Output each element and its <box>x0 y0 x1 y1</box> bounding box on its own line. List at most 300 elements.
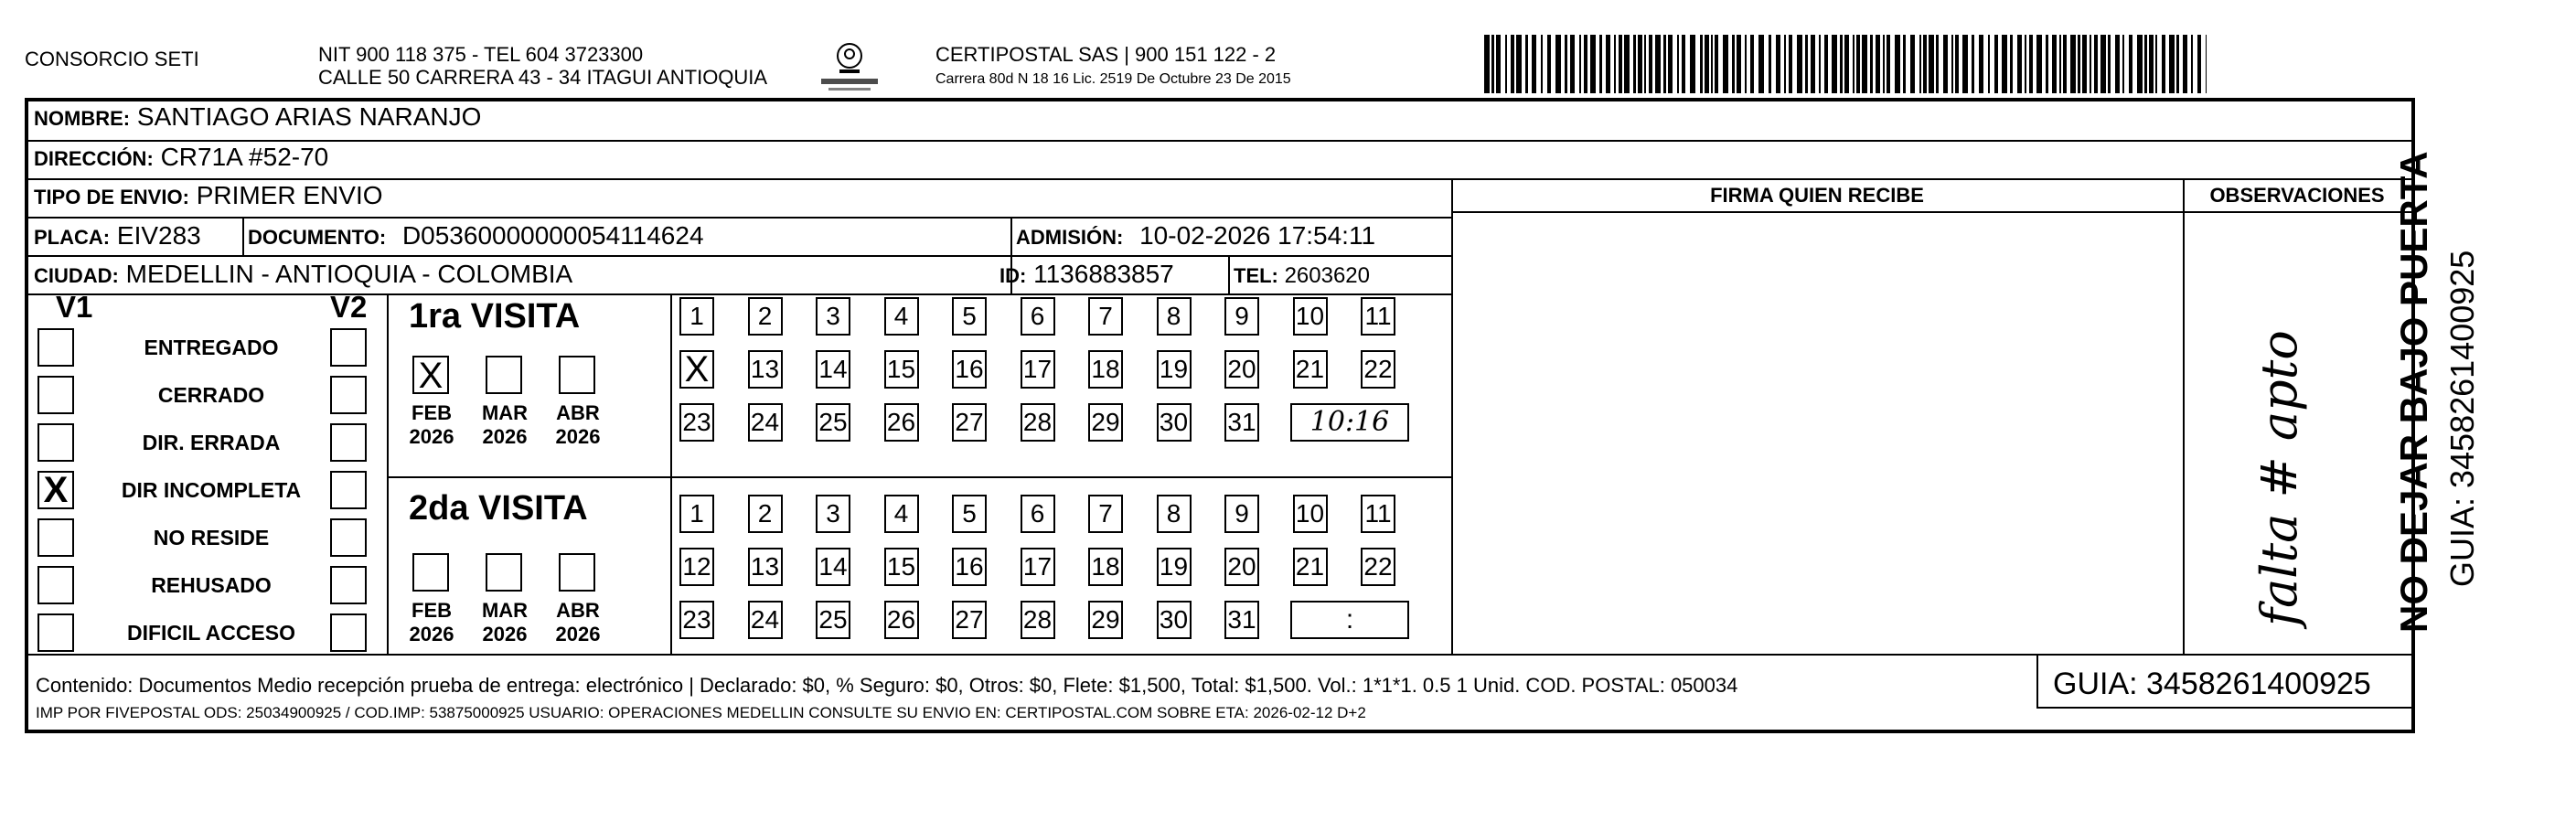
barcode-bar <box>1887 35 1890 93</box>
day-box[interactable] <box>816 403 850 442</box>
day-box[interactable] <box>816 601 850 639</box>
day-box[interactable] <box>1293 548 1328 586</box>
barcode-bar <box>2169 35 2175 93</box>
v2-checkbox[interactable] <box>330 518 367 557</box>
v1-checkbox[interactable] <box>37 328 74 367</box>
row-nombre <box>28 101 2411 142</box>
day-box[interactable] <box>884 601 919 639</box>
barcode-bar <box>1832 35 1837 93</box>
first-visit-title: 1ra VISITA <box>409 297 581 336</box>
barcode-bar <box>2070 35 2076 93</box>
day-box[interactable] <box>1293 350 1328 389</box>
admision-group <box>1016 220 1375 253</box>
barcode-bar <box>2082 35 2087 93</box>
company-name: CONSORCIO SETI <box>25 48 199 70</box>
day-box[interactable] <box>1021 548 1055 586</box>
day-number: 5 <box>962 302 977 330</box>
day-number: 4 <box>893 302 909 330</box>
placa-group <box>34 220 201 253</box>
barcode-bar <box>1570 35 1575 93</box>
status-label: DIR INCOMPLETA <box>121 478 302 502</box>
day-number: 11 <box>1364 499 1392 528</box>
direccion-label: DIRECCIÓN: <box>34 147 154 170</box>
barcode-bar <box>2036 35 2042 93</box>
barcode-bar <box>1819 35 1821 93</box>
barcode-bar <box>2149 35 2154 93</box>
day-number: 1 <box>689 499 704 528</box>
barcode-bar <box>1525 35 1528 93</box>
barcode-bar <box>1919 35 1921 93</box>
v1-checkbox[interactable] <box>37 423 74 462</box>
shipping-form <box>25 98 2415 733</box>
day-number: 31 <box>1227 408 1256 436</box>
month-name: FEB <box>412 599 452 622</box>
day-number: 29 <box>1091 408 1120 436</box>
barcode-bar <box>1776 35 1780 93</box>
barcode-bar <box>2144 35 2147 93</box>
observaciones-area[interactable] <box>2186 215 2410 652</box>
barcode-bar <box>1555 35 1561 93</box>
day-box[interactable] <box>748 495 783 533</box>
day-box[interactable] <box>1224 403 1259 442</box>
day-number: 24 <box>750 408 780 436</box>
barcode-bar <box>1758 35 1764 93</box>
v2-checkbox[interactable] <box>330 376 367 414</box>
barcode-bar <box>2108 35 2111 93</box>
day-number: 21 <box>1295 355 1325 383</box>
day-box[interactable] <box>1224 548 1259 586</box>
barcode-bar <box>2046 35 2048 93</box>
barcode-bar <box>1649 35 1652 93</box>
barcode-bar <box>2206 35 2207 93</box>
month-checkbox[interactable] <box>559 553 595 592</box>
v1-checkbox[interactable] <box>37 376 74 414</box>
barcode-bar <box>1614 35 1616 93</box>
day-box[interactable] <box>679 548 714 586</box>
barcode-bar <box>1988 35 1990 93</box>
day-number: 19 <box>1159 552 1189 581</box>
day-box[interactable] <box>1021 495 1055 533</box>
barcode-bar <box>1979 35 1983 93</box>
day-number: 8 <box>1166 302 1181 330</box>
barcode-bar <box>1547 35 1551 93</box>
barcode-bar <box>1994 35 1998 93</box>
barcode-bar <box>1903 35 1906 93</box>
day-box[interactable] <box>1361 350 1395 389</box>
day-number: 24 <box>750 605 780 634</box>
v2-checkbox[interactable] <box>330 328 367 367</box>
day-number: 12 <box>682 552 711 581</box>
barcode-bar <box>2162 35 2165 93</box>
firma-header: FIRMA QUIEN RECIBE <box>1710 184 1924 207</box>
barcode-bar <box>1491 35 1494 93</box>
day-box[interactable] <box>816 548 850 586</box>
day-number: 1 <box>689 302 704 330</box>
barcode-bar <box>1516 35 1522 93</box>
day-number: 2 <box>757 302 773 330</box>
barcode-bar <box>2137 35 2143 93</box>
tel-label: TEL: <box>1234 264 1278 287</box>
day-number: 6 <box>1030 499 1045 528</box>
barcode-bar <box>2017 35 2022 93</box>
barcode-bar <box>1638 35 1642 93</box>
barcode-bar <box>1732 35 1735 93</box>
barcode-bar <box>1619 35 1622 93</box>
v2-checkbox[interactable] <box>330 423 367 462</box>
barcode-bar <box>1599 35 1602 93</box>
barcode-bar <box>1824 35 1828 93</box>
barcode-bar <box>2176 35 2179 93</box>
barcode-bar <box>2129 35 2132 93</box>
day-box[interactable] <box>952 601 987 639</box>
barcode-bar <box>1883 35 1885 93</box>
day-number: 23 <box>682 605 711 634</box>
barcode-bar <box>1943 35 1948 93</box>
day-number: 8 <box>1166 499 1181 528</box>
day-box[interactable] <box>816 495 850 533</box>
barcode-bar <box>1962 35 1968 93</box>
day-box[interactable] <box>1293 495 1328 533</box>
check-mark: X <box>43 470 69 510</box>
day-box[interactable] <box>884 403 919 442</box>
observation-note: falta # apto <box>2250 330 2308 626</box>
day-number: 10 <box>1295 302 1325 330</box>
day-number: 11 <box>1364 302 1392 330</box>
barcode-bar <box>1870 35 1873 93</box>
admision-label: ADMISIÓN: <box>1016 226 1124 249</box>
day-number: 26 <box>886 605 916 634</box>
barcode-bar <box>1876 35 1880 93</box>
barcode-bar <box>1496 35 1501 93</box>
barcode-bar <box>1951 35 1953 93</box>
barcode-bar <box>1668 35 1673 93</box>
placa-label: PLACA: <box>34 226 111 249</box>
ciudad-value: MEDELLIN - ANTIOQUIA - COLOMBIA <box>125 260 573 288</box>
v2-header: V2 <box>330 290 368 324</box>
barcode-bar <box>1541 35 1543 93</box>
barcode-bar <box>1745 35 1747 93</box>
documento-value: D05360000000054114624 <box>401 221 704 250</box>
day-number: 9 <box>1235 499 1249 528</box>
status-label: NO RESIDE <box>153 526 270 549</box>
month-year: 2026 <box>409 623 454 645</box>
day-number: 15 <box>886 355 916 383</box>
v2-checkbox[interactable] <box>330 613 367 652</box>
day-box[interactable] <box>1157 495 1192 533</box>
day-box[interactable] <box>1088 350 1123 389</box>
day-number: 16 <box>955 355 984 383</box>
day-box[interactable] <box>1224 601 1259 639</box>
barcode-bar <box>1590 35 1596 93</box>
day-number: 7 <box>1098 302 1113 330</box>
month-checkbox[interactable] <box>412 553 449 592</box>
ciudad-group <box>34 259 572 292</box>
barcode-bar <box>1789 35 1792 93</box>
day-number: 20 <box>1227 355 1256 383</box>
day-box[interactable] <box>884 495 919 533</box>
day-number: 23 <box>682 408 711 436</box>
nombre-label: NOMBRE: <box>34 107 131 130</box>
admision-value: 10-02-2026 17:54:11 <box>1139 221 1376 250</box>
barcode-bar <box>1705 35 1709 93</box>
barcode-bar <box>2029 35 2033 93</box>
direccion-value: CR71A #52-70 <box>160 143 329 171</box>
barcode-bar <box>1644 35 1646 93</box>
day-number: 30 <box>1159 605 1189 634</box>
barcode-bar <box>1923 35 1927 93</box>
day-number: 28 <box>1022 605 1053 634</box>
month-checkbox[interactable] <box>486 553 522 592</box>
day-box[interactable] <box>952 403 987 442</box>
tel-group <box>1234 261 1370 292</box>
barcode-bar <box>1663 35 1666 93</box>
day-box[interactable] <box>679 601 714 639</box>
day-box[interactable] <box>679 350 714 389</box>
tel-value: 2603620 <box>1284 263 1370 288</box>
month-year: 2026 <box>555 623 601 645</box>
status-label: DIR. ERRADA <box>142 431 281 454</box>
check-mark: X <box>418 356 444 396</box>
time-value: : <box>1345 604 1354 635</box>
barcode-bar <box>1655 35 1661 93</box>
barcode-bar <box>1955 35 1959 93</box>
day-box[interactable] <box>884 297 919 336</box>
day-box[interactable] <box>1088 403 1123 442</box>
day-number: 4 <box>893 499 909 528</box>
status-label: REHUSADO <box>151 573 272 597</box>
day-box[interactable] <box>1224 495 1259 533</box>
row-direccion <box>28 142 2411 180</box>
ciudad-label: CIUDAD: <box>34 264 119 287</box>
day-number: 28 <box>1022 408 1053 436</box>
day-number: 3 <box>826 302 840 330</box>
day-box[interactable] <box>748 601 783 639</box>
day-box[interactable] <box>1157 601 1192 639</box>
second-visit-title: 2da VISITA <box>409 489 588 528</box>
id-group <box>999 259 1174 292</box>
barcode-bar <box>1910 35 1915 93</box>
certipostal-logo <box>816 40 883 95</box>
day-number: 25 <box>818 605 848 634</box>
barcode-bar <box>1769 35 1771 93</box>
barcode-bar <box>2115 35 2120 93</box>
barcode-bar <box>1682 35 1685 93</box>
footer-content-line: Contenido: Documentos Medio recepción prueba de entrega: electrónico | Declarado: $0, % Seguro: $0, Otros: $0, Flete: $1,500, Total: $1,500. Vol.: 1*1*1. 0.5 1 Unid. COD. POSTAL: 050034 <box>36 674 1738 697</box>
v1-checkbox[interactable] <box>37 518 74 557</box>
day-box[interactable] <box>884 548 919 586</box>
time-box[interactable] <box>1290 403 1409 442</box>
day-box[interactable] <box>1361 495 1395 533</box>
day-box[interactable] <box>1224 350 1259 389</box>
barcode-bar <box>2052 35 2057 93</box>
barcode-bar <box>1805 35 1808 93</box>
barcode-bar <box>1895 35 1900 93</box>
barcode <box>1484 35 2208 93</box>
month-name: MAR <box>481 599 529 622</box>
footer-guia: GUIA: 3458261400925 <box>2053 667 2371 701</box>
barcode-bar <box>1484 35 1490 93</box>
month-year: 2026 <box>482 623 528 645</box>
day-number: 18 <box>1091 552 1120 581</box>
day-box[interactable] <box>816 297 850 336</box>
day-box[interactable] <box>1157 548 1192 586</box>
day-box[interactable] <box>679 297 714 336</box>
month-checkbox[interactable] <box>559 356 595 394</box>
day-box[interactable] <box>1088 601 1123 639</box>
day-number: 5 <box>962 499 977 528</box>
barcode-bar <box>1853 35 1855 93</box>
barcode-bar <box>2078 35 2080 93</box>
day-number: 22 <box>1363 552 1393 581</box>
v2-checkbox[interactable] <box>330 566 367 604</box>
day-box[interactable] <box>952 548 987 586</box>
barcode-bar <box>2100 35 2106 93</box>
barcode-bar <box>2094 35 2098 93</box>
day-box[interactable] <box>952 350 987 389</box>
row-tipo <box>28 180 1451 219</box>
barcode-bar <box>2063 35 2067 93</box>
day-number: 17 <box>1022 355 1053 383</box>
barcode-bar <box>1750 35 1754 93</box>
day-box[interactable] <box>816 350 850 389</box>
day-number: 21 <box>1295 552 1325 581</box>
day-number: 30 <box>1159 408 1189 436</box>
barcode-bar <box>1565 35 1567 93</box>
v1-header: V1 <box>56 290 93 324</box>
carrier-line: CERTIPOSTAL SAS | 900 151 122 - 2 <box>935 43 1277 66</box>
placa-value: EIV283 <box>116 221 201 250</box>
row-ciudad <box>28 257 1451 295</box>
v1-checkbox[interactable] <box>37 471 74 509</box>
month-year: 2026 <box>555 425 601 448</box>
day-box[interactable] <box>748 297 783 336</box>
barcode-bar <box>2155 35 2157 93</box>
month-name: MAR <box>481 401 529 424</box>
day-number: 27 <box>955 605 984 634</box>
day-box[interactable] <box>952 297 987 336</box>
barcode-bar <box>2059 35 2061 93</box>
side-guia: GUIA: 3458261400925 <box>2443 250 2481 587</box>
time-box[interactable] <box>1290 601 1409 639</box>
month-checkbox[interactable] <box>412 356 449 394</box>
barcode-bar <box>1784 35 1786 93</box>
day-number: 31 <box>1227 605 1256 634</box>
day-box[interactable] <box>884 350 919 389</box>
barcode-bar <box>2122 35 2124 93</box>
barcode-bar <box>2010 35 2013 93</box>
day-number: 22 <box>1363 355 1393 383</box>
barcode-bar <box>1929 35 1934 93</box>
nombre-value: SANTIAGO ARIAS NARANJO <box>136 102 482 131</box>
day-number: 27 <box>955 408 984 436</box>
barcode-bar <box>1677 35 1679 93</box>
day-box[interactable] <box>1224 297 1259 336</box>
tipo-value: PRIMER ENVIO <box>196 181 383 209</box>
day-number: 13 <box>750 552 780 581</box>
barcode-bar <box>2183 35 2187 93</box>
day-box[interactable] <box>748 403 783 442</box>
documento-label: DOCUMENTO: <box>248 226 387 249</box>
day-box[interactable] <box>679 495 714 533</box>
barcode-bar <box>1584 35 1587 93</box>
barcode-bar <box>1715 35 1718 93</box>
barcode-bar <box>2191 35 2193 93</box>
day-box[interactable] <box>1021 601 1055 639</box>
barcode-bar <box>2002 35 2007 93</box>
v1-checkbox[interactable] <box>37 566 74 604</box>
day-box[interactable] <box>1088 495 1123 533</box>
barcode-bar <box>1711 35 1713 93</box>
day-box[interactable] <box>1021 297 1055 336</box>
status-label: DIFICIL ACCESO <box>126 621 295 645</box>
day-number: 6 <box>1030 302 1045 330</box>
day-box[interactable] <box>1088 297 1123 336</box>
day-number: 16 <box>955 552 984 581</box>
month-year: 2026 <box>482 425 528 448</box>
barcode-bar <box>1844 35 1849 93</box>
day-box[interactable] <box>1157 297 1192 336</box>
day-box[interactable] <box>1157 403 1192 442</box>
barcode-bar <box>1700 35 1703 93</box>
day-number: 20 <box>1227 552 1256 581</box>
day-box[interactable] <box>1021 350 1055 389</box>
day-box[interactable] <box>1088 548 1123 586</box>
day-number: 14 <box>818 355 848 383</box>
nit-line: NIT 900 118 375 - TEL 604 3723300 <box>318 43 644 66</box>
day-box[interactable] <box>952 495 987 533</box>
day-number: 18 <box>1091 355 1120 383</box>
day-box[interactable] <box>1293 297 1328 336</box>
v2-checkbox[interactable] <box>330 471 367 509</box>
check-mark: X <box>684 349 710 389</box>
barcode-bar <box>1936 35 1939 93</box>
barcode-bar <box>1972 35 1974 93</box>
barcode-bar <box>1532 35 1536 93</box>
day-box[interactable] <box>748 350 783 389</box>
day-box[interactable] <box>1021 403 1055 442</box>
signature-area[interactable] <box>1464 220 2168 641</box>
address-line: CALLE 50 CARRERA 43 - 34 ITAGUI ANTIOQUIA <box>318 66 768 89</box>
day-box[interactable] <box>1361 548 1395 586</box>
day-box[interactable] <box>1157 350 1192 389</box>
barcode-bar <box>1797 35 1802 93</box>
barcode-bar <box>1579 35 1581 93</box>
day-number: 29 <box>1091 605 1120 634</box>
day-number: 26 <box>886 408 916 436</box>
status-label: ENTREGADO <box>144 336 279 359</box>
documento-group <box>248 220 704 253</box>
day-box[interactable] <box>679 403 714 442</box>
month-checkbox[interactable] <box>486 356 522 394</box>
day-box[interactable] <box>1361 297 1395 336</box>
day-number: 13 <box>750 355 780 383</box>
month-year: 2026 <box>409 425 454 448</box>
month-name: ABR <box>556 599 600 622</box>
barcode-bar <box>1624 35 1630 93</box>
id-label: ID: <box>999 264 1027 287</box>
day-number: 9 <box>1235 302 1249 330</box>
id-value: 1136883857 <box>1033 260 1174 288</box>
v1-checkbox[interactable] <box>37 613 74 652</box>
day-number: 15 <box>886 552 916 581</box>
barcode-bar <box>1606 35 1610 93</box>
day-number: 3 <box>826 499 840 528</box>
month-name: ABR <box>556 401 600 424</box>
barcode-bar <box>2025 35 2026 93</box>
barcode-bar <box>1840 35 1843 93</box>
day-number: 17 <box>1022 552 1053 581</box>
day-box[interactable] <box>748 548 783 586</box>
